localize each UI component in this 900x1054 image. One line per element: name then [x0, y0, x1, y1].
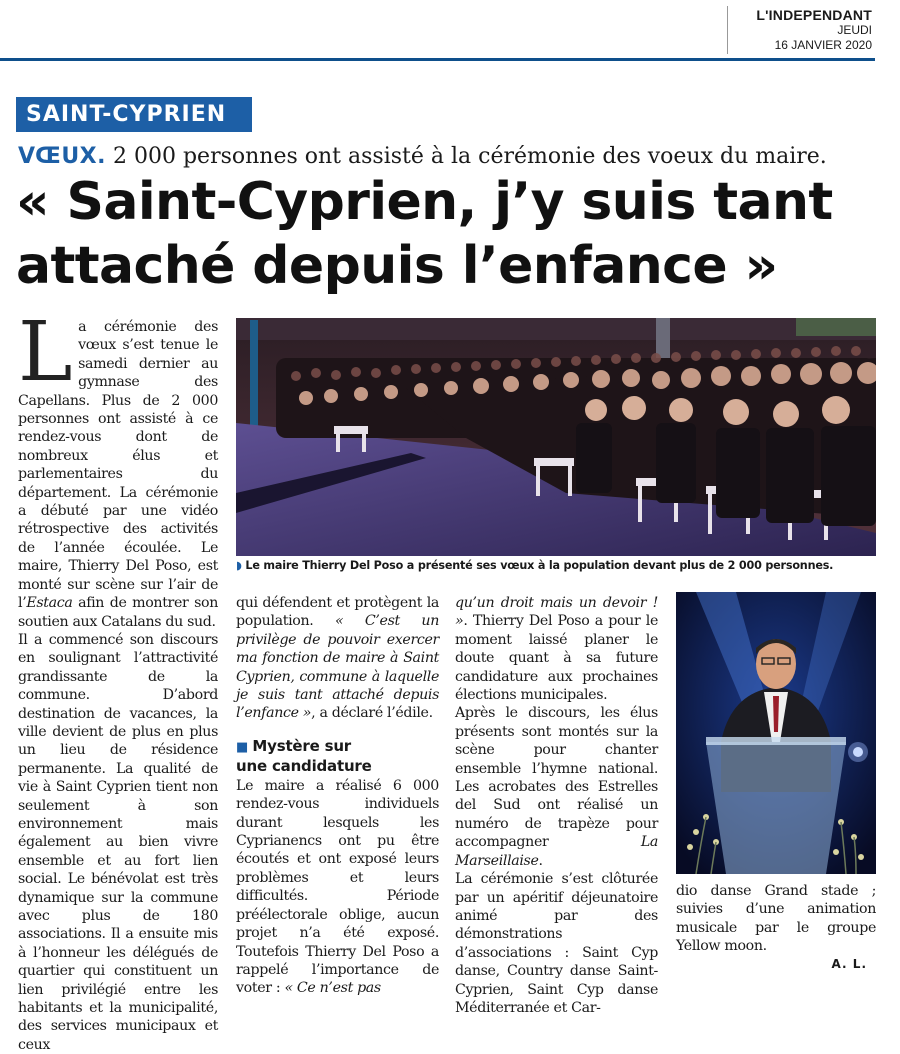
- audience-illustration: [236, 318, 876, 556]
- col1-p1-text: a cérémonie des vœux s’est tenue le samedi dernier au gymnase des Capellans. Plus de 2 000 personnes ont assisté à ce rendez-vous dont de nombreux élus et parlementaires du département. La cérémonie a débuté par une vidéo rétrospective des activités de l’année écoulée. Le maire, Thierry Del Poso, est monté sur scène sur l’air de l’: [18, 319, 218, 612]
- top-rule: [0, 58, 875, 61]
- col2-paragraph-2: [236, 777, 439, 998]
- col1-p1-emphasis: Estaca: [26, 595, 73, 612]
- headline: [16, 170, 886, 298]
- masthead-divider: [727, 6, 728, 54]
- col3-paragraph-2: [455, 704, 658, 870]
- headline-line-1: « Saint-Cyprien, j’y suis tant: [16, 172, 833, 232]
- kicker-text: 2 000 personnes ont assisté à la cérémonie des voeux du maire.: [106, 144, 827, 169]
- caption-marker-icon: ◗: [236, 559, 246, 572]
- article-column-3: [455, 594, 658, 1017]
- col3-p1-text: . Thierry Del Poso a pour le moment laissé planer le doute quant à sa future candidature aux prochaines élections municipales.: [455, 613, 658, 704]
- author-signature: A. L.: [831, 957, 867, 971]
- col3-p2-text: Après le discours, les élus présents sont montés sur la scène pour chanter ensemble l’hymne national. Les acrobates des Estrelles del Sud ont réalisé un numéro de trapèze pour accompagner: [455, 705, 658, 851]
- mayor-illustration: [676, 592, 876, 874]
- kicker: [18, 142, 827, 172]
- article-column-4: [676, 882, 876, 956]
- section-tag: SAINT-CYPRIEN: [16, 97, 252, 132]
- caption-text: Le maire Thierry Del Poso a présenté ses vœux à la population devant plus de 2 000 personnes.: [245, 559, 834, 572]
- col2-p1-quote: « C’est un privilège de pouvoir exercer ma fonction de maire à Saint Cyprien, commune à laquelle je suis tant attaché depuis l’enfance »: [236, 613, 440, 722]
- audience-photo: [236, 318, 876, 556]
- drop-cap: L: [18, 305, 73, 400]
- col2-p1-text: qui défendent et protègent la population.: [236, 595, 439, 630]
- col2-p2-text: Le maire a réalisé 6 000 rendez-vous individuels durant lesquels les Cyprianencs ont pu être écoutés et ont exposé leurs problèmes et leurs difficultés. Période préélectorale oblige, aucun projet n’a été exposé. Toutefois Thierry Del Poso a rappelé l’importance de voter :: [236, 777, 439, 997]
- col3-p1-quote: qu’un droit mais un devoir ! »: [455, 595, 658, 630]
- headline-line-2: attaché depuis l’enfance »: [16, 236, 778, 296]
- col2-p2-quote: « Ce n’est pas: [284, 980, 381, 997]
- col2-p1-end: , a déclaré l’édile.: [311, 705, 433, 722]
- col3-paragraph-3: La cérémonie s’est clôturée par un apéritif déjeunatoire animé par des démonstrations d’associations : Saint Cyp danse, Country danse Saint-Cyprien, Saint Cyp danse Méditerranée et Car-: [455, 871, 658, 1016]
- col3-p2-emphasis: La Marseillaise: [455, 834, 658, 869]
- article-column-2: [236, 594, 439, 998]
- col1-paragraph-2: Il a commencé son discours en soulignant l’attractivité grandissante de la commune. D’abord destination de vacances, la ville devient de plus en plus un lieu de résidence permanente. La qualité de vie à Saint Cyprien tient non seulement à son environnement mais également au bien vivre ensemble et au fort lien social. Le bénévolat est très dynamique sur la commune avec plus de 180 associations. Il a ensuite mis à l’honneur les délégués de quartier qui constituent un lien privilégié entre les habitants et la municipalité, des services municipaux et ceux: [18, 631, 218, 1053]
- col2-paragraph-1: [236, 594, 439, 723]
- publication-day: JEUDI: [837, 23, 872, 37]
- col3-paragraph-1: [455, 594, 658, 704]
- subheading-line-2: une candidature: [236, 756, 372, 775]
- subheading-square-icon: ■: [236, 739, 253, 755]
- masthead: [756, 8, 872, 53]
- col1-p1-end: afin de montrer son soutien aux Catalans du sud.: [18, 595, 218, 630]
- col3-p2-end: .: [538, 852, 543, 869]
- mayor-photo: [676, 592, 876, 874]
- photo-caption: [236, 559, 881, 573]
- col4-paragraph-1: dio danse Grand stade ; suivies d’une animation musicale par le groupe Yellow moon.: [676, 883, 876, 955]
- subheading: [236, 737, 439, 775]
- subheading-line-1: Mystère sur: [252, 736, 351, 755]
- kicker-label: VŒUX.: [18, 144, 106, 169]
- article-column-1: [18, 305, 218, 1054]
- publication-date: 16 JANVIER 2020: [774, 38, 872, 52]
- publication-name: L'INDEPENDANT: [756, 7, 872, 23]
